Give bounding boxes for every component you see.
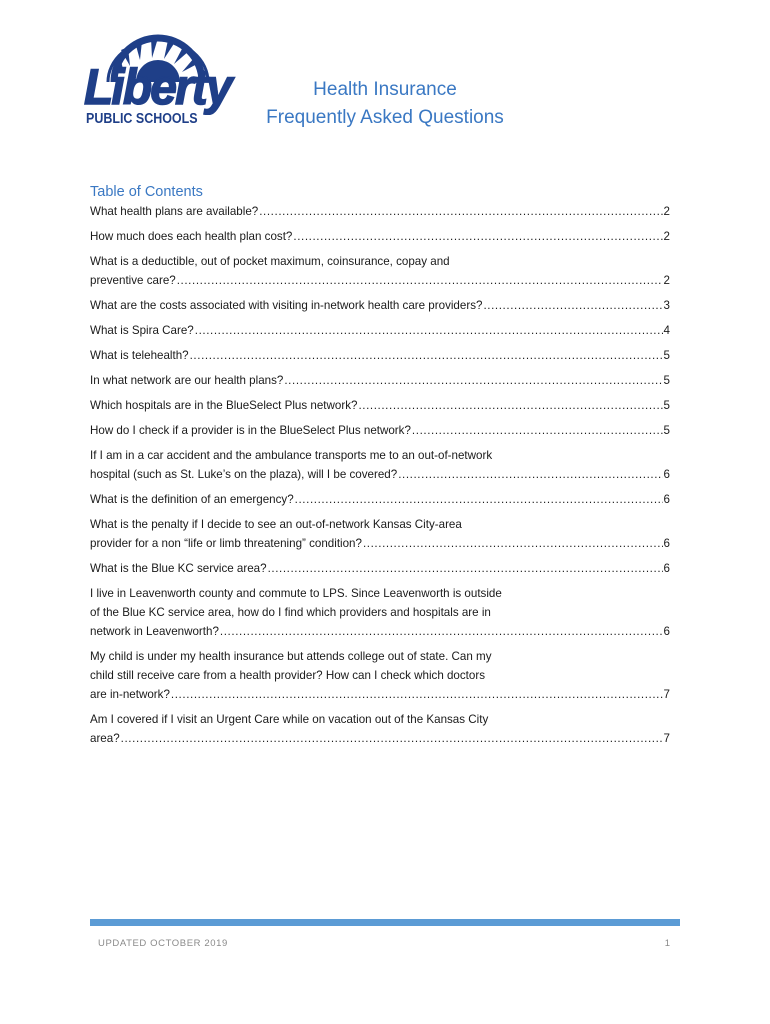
toc-dot-leader [190,346,663,365]
toc-dot-leader [483,296,662,315]
toc-entry-last-line [90,202,670,221]
toc-page-number: 3 [663,299,670,312]
toc-entry-text: What is the penalty if I decide to see an out-of-network Kansas City-area [90,518,462,531]
toc-dot-leader [293,227,662,246]
toc-entry-last-line [90,729,670,748]
document-title [200,76,570,132]
toc-dot-leader [412,421,663,440]
logo-wordmark: Liberty [84,59,231,115]
toc-entry-last-line [90,421,670,440]
toc-entry-last-line [90,559,670,578]
toc-entry[interactable] [90,515,670,553]
toc-entry-text: What health plans are available? [90,205,259,218]
toc-entry-text: What is Spira Care? [90,324,194,337]
toc-entry-text: of the Blue KC service area, how do I find which providers and hospitals are in [90,606,491,619]
toc-page-number: 2 [663,205,670,218]
toc-entry[interactable] [90,584,670,641]
toc-page-number: 5 [663,424,670,437]
toc-dot-leader [358,396,662,415]
toc-page-number: 6 [663,468,670,481]
toc-entry-text: If I am in a car accident and the ambulance transports me to an out-of-network [90,449,493,462]
toc-entry-text: In what network are our health plans? [90,374,284,387]
toc-entry-last-line [90,490,670,509]
toc-entry-text: provider for a non “life or limb threatening” condition? [90,537,362,550]
toc-entry-text: area? [90,732,120,745]
toc-entry[interactable] [90,227,670,246]
toc-dot-leader [363,534,663,553]
toc-entry-last-line [90,371,670,390]
toc-entry[interactable] [90,296,670,315]
toc-entry[interactable] [90,710,670,748]
toc-entry-text: What is a deductible, out of pocket maximum, coinsurance, copay and [90,255,450,268]
toc-entry[interactable] [90,421,670,440]
toc-entry-text: What is the Blue KC service area? [90,562,267,575]
toc-page-number: 2 [663,274,670,287]
toc-entry[interactable] [90,490,670,509]
toc-entry-text: preventive care? [90,274,176,287]
toc-page-number: 6 [663,562,670,575]
title-line-2: Frequently Asked Questions [266,107,504,128]
toc-dot-leader [220,622,663,641]
toc-dot-leader [259,202,662,221]
toc-entry-text: Am I covered if I visit an Urgent Care while on vacation out of the Kansas City [90,713,489,726]
footer-updated-date: UPDATED OCTOBER 2019 [98,938,228,949]
toc-entry[interactable] [90,559,670,578]
toc-entry-text: are in-network? [90,688,170,701]
toc-entry-text: child still receive care from a health provider? How can I check which doctors [90,669,486,682]
toc-dot-leader [171,685,663,704]
toc-dot-leader [284,371,662,390]
toc-entry[interactable] [90,252,670,290]
toc-entry-last-line [90,346,670,365]
toc-dot-leader [268,559,663,578]
toc-entry-last-line [90,271,670,290]
toc-entry-last-line [90,534,670,553]
toc-entry[interactable] [90,321,670,340]
toc-dot-leader [398,465,662,484]
footer-page-number: 1 [664,938,670,949]
toc-entry-text: hospital (such as St. Luke’s on the plaza), will I be covered? [90,468,398,481]
toc-entry-text: Which hospitals are in the BlueSelect Plus network? [90,399,358,412]
toc-entry-text: What is telehealth? [90,349,189,362]
toc-entry-text: What are the costs associated with visiting in-network health care providers? [90,299,483,312]
toc-entry-last-line [90,227,670,246]
toc-entry-last-line [90,685,670,704]
toc-entry-text: My child is under my health insurance but attends college out of state. Can my [90,650,492,663]
toc-entry-last-line [90,296,670,315]
toc-page-number: 2 [663,230,670,243]
toc-page-number: 6 [663,493,670,506]
toc-entry-last-line [90,321,670,340]
toc-entry-text: network in Leavenworth? [90,625,219,638]
title-line-1: Health Insurance [313,79,457,100]
toc-entry-last-line [90,465,670,484]
toc-page-number: 5 [663,399,670,412]
toc-entry-text: How do I check if a provider is in the BlueSelect Plus network? [90,424,411,437]
toc-heading: Table of Contents [90,184,203,200]
footer-divider-bar [90,919,680,926]
toc-entry-last-line [90,622,670,641]
toc-page-number: 6 [663,625,670,638]
toc-page-number: 5 [663,374,670,387]
toc-entry-text: What is the definition of an emergency? [90,493,294,506]
toc-entry-text: How much does each health plan cost? [90,230,293,243]
toc-dot-leader [177,271,663,290]
toc-page-number: 7 [663,688,670,701]
table-of-contents [90,202,670,754]
toc-dot-leader [121,729,663,748]
toc-page-number: 6 [663,537,670,550]
toc-page-number: 4 [663,324,670,337]
toc-entry-text: I live in Leavenworth county and commute to LPS. Since Leavenworth is outside [90,587,502,600]
toc-page-number: 5 [663,349,670,362]
toc-entry[interactable] [90,346,670,365]
toc-entry[interactable] [90,202,670,221]
logo-subtitle: PUBLIC SCHOOLS [86,111,198,127]
toc-page-number: 7 [663,732,670,745]
toc-entry-last-line [90,396,670,415]
toc-entry[interactable] [90,396,670,415]
toc-entry[interactable] [90,371,670,390]
toc-dot-leader [295,490,663,509]
toc-entry[interactable] [90,647,670,704]
toc-entry[interactable] [90,446,670,484]
toc-dot-leader [195,321,663,340]
